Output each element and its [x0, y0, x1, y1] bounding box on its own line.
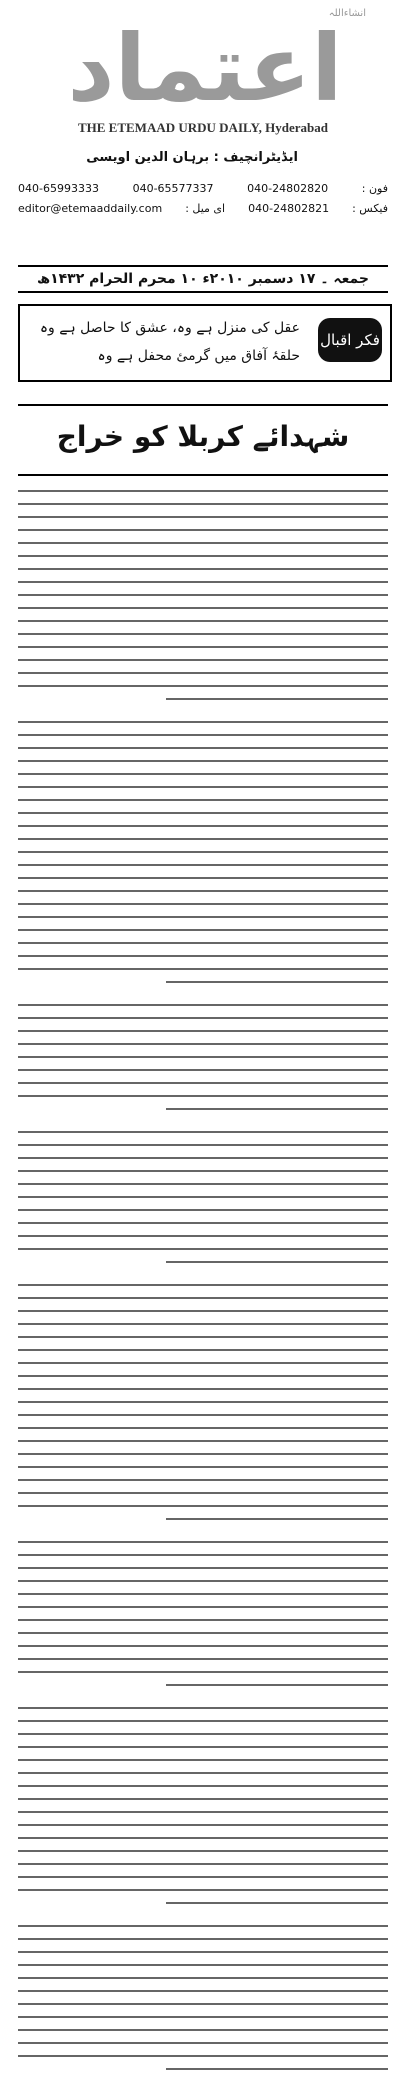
logo-text: اعتماد	[67, 18, 343, 118]
body-text-line	[18, 955, 388, 957]
body-text-line	[18, 1964, 388, 1966]
body-text-line	[18, 1645, 388, 1647]
phone-number-3: 040-65993333	[18, 181, 99, 195]
body-text-line	[18, 1414, 388, 1416]
paragraph-gap	[18, 711, 388, 715]
body-text-line	[18, 1863, 388, 1865]
body-text-line	[18, 659, 388, 661]
article-headline: شہدائے کربلا کو خراج	[56, 420, 350, 453]
body-text-line	[18, 812, 388, 814]
body-text-line	[18, 1541, 388, 1543]
body-text-line	[18, 1658, 388, 1660]
body-text-line	[18, 1632, 388, 1634]
paragraph-gap	[18, 1274, 388, 1278]
phone-number-2: 040-65577337	[132, 181, 214, 195]
body-text-line	[18, 1619, 388, 1621]
body-text-line	[18, 2029, 388, 2031]
quote-line-2: حلقۂ آفاق میں گرمئ محفل ہے وہ	[97, 348, 300, 364]
body-text-line	[18, 1069, 388, 1071]
body-text-line	[166, 2068, 388, 2070]
quote-box	[18, 304, 392, 382]
body-text-line	[18, 1440, 388, 1442]
body-text-line	[18, 1043, 388, 1045]
body-text-line	[18, 516, 388, 518]
body-text-line	[18, 555, 388, 557]
body-text-line	[18, 929, 388, 931]
body-text-line	[18, 877, 388, 879]
body-text-line	[18, 1567, 388, 1569]
body-text-line	[18, 942, 388, 944]
body-text-line	[18, 1388, 388, 1390]
body-text-line	[18, 1310, 388, 1312]
divider-top	[18, 404, 388, 406]
body-text-line	[166, 698, 388, 700]
body-text-line	[18, 1017, 388, 1019]
body-text-line	[166, 981, 388, 983]
body-text-line	[18, 903, 388, 905]
body-text-line	[18, 786, 388, 788]
body-text-line	[18, 864, 388, 866]
body-text-line	[18, 1772, 388, 1774]
body-text-line	[18, 1284, 388, 1286]
body-text-line	[18, 1505, 388, 1507]
body-text-line	[18, 503, 388, 505]
body-text-line	[18, 1990, 388, 1992]
body-text-line	[18, 1951, 388, 1953]
body-text-line	[18, 1824, 388, 1826]
body-text-line	[18, 1297, 388, 1299]
body-text-line	[18, 1671, 388, 1673]
fax-label: : فیکس	[352, 201, 388, 215]
body-text-line	[18, 734, 388, 736]
body-text-line	[18, 916, 388, 918]
body-text-line	[18, 1876, 388, 1878]
body-text-line	[18, 721, 388, 723]
body-text-line	[18, 1235, 388, 1237]
body-text-line	[18, 672, 388, 674]
masthead-tagline: انشاءاللہ	[328, 8, 366, 19]
body-text-line	[18, 568, 388, 570]
contact-phones	[18, 178, 388, 218]
masthead	[0, 0, 406, 150]
body-text-line	[18, 1759, 388, 1761]
body-text-line	[18, 799, 388, 801]
phone-number-1: 040-24802820	[247, 181, 329, 195]
fax-number: 040-24802821	[248, 201, 330, 215]
quote-badge: فکر اقبال	[318, 318, 382, 362]
body-text-line	[18, 1183, 388, 1185]
email-label: : ای میل	[185, 201, 226, 215]
body-text-line	[18, 1466, 388, 1468]
body-text-line	[18, 1004, 388, 1006]
body-text-line	[18, 1056, 388, 1058]
body-text-line	[18, 2042, 388, 2044]
paragraph-gap	[18, 1915, 388, 1919]
body-text-line	[18, 490, 388, 492]
body-text-line	[18, 1925, 388, 1927]
body-text-line	[18, 1131, 388, 1133]
body-text-line	[18, 1606, 388, 1608]
body-text-line	[18, 529, 388, 531]
body-text-line	[18, 1785, 388, 1787]
body-text-line	[18, 851, 388, 853]
body-text-line	[18, 2003, 388, 2005]
body-text-line	[18, 1720, 388, 1722]
body-text-line	[18, 1095, 388, 1097]
body-text-line	[18, 1453, 388, 1455]
body-text-line	[18, 1209, 388, 1211]
body-text-line	[18, 1707, 388, 1709]
body-text-line	[166, 1518, 388, 1520]
divider-bottom	[18, 474, 388, 476]
body-text-line	[18, 1336, 388, 1338]
body-text-line	[18, 1977, 388, 1979]
etemaad-logo	[40, 18, 370, 118]
body-text-line	[18, 968, 388, 970]
body-text-line	[18, 633, 388, 635]
body-text-line	[166, 1261, 388, 1263]
body-text-line	[18, 1349, 388, 1351]
body-text-line	[18, 1222, 388, 1224]
body-text-line	[18, 1082, 388, 1084]
body-text-line	[18, 760, 388, 762]
body-text-line	[18, 1492, 388, 1494]
body-text-line	[18, 1030, 388, 1032]
english-title: THE ETEMAAD URDU DAILY, Hyderabad	[77, 120, 329, 135]
paragraph-gap	[18, 1121, 388, 1125]
body-text-line	[18, 1938, 388, 1940]
body-text-line	[18, 542, 388, 544]
body-text-line	[18, 1157, 388, 1159]
body-text-line	[18, 620, 388, 622]
body-text-line	[166, 1902, 388, 1904]
body-text-line	[18, 773, 388, 775]
body-text-line	[18, 646, 388, 648]
email-address[interactable]: editor@etemaaddaily.com	[18, 201, 163, 215]
body-text-line	[166, 1108, 388, 1110]
body-text-line	[18, 607, 388, 609]
body-text-line	[18, 1580, 388, 1582]
body-text-line	[18, 1401, 388, 1403]
body-text-line	[18, 1248, 388, 1250]
body-text-line	[18, 1837, 388, 1839]
editor-in-chief: ایڈیٹرانچیف : برہان الدین اویسی	[86, 150, 298, 165]
body-text-line	[18, 1362, 388, 1364]
body-text-line	[18, 594, 388, 596]
phone-label: : فون	[361, 181, 388, 195]
body-text-line	[18, 1850, 388, 1852]
body-text-line	[18, 1170, 388, 1172]
body-text-line	[166, 1684, 388, 1686]
article-body	[18, 490, 388, 2020]
body-text-line	[18, 1144, 388, 1146]
body-text-line	[18, 1593, 388, 1595]
body-text-line	[18, 1554, 388, 1556]
body-text-line	[18, 1323, 388, 1325]
body-text-line	[18, 1733, 388, 1735]
body-text-line	[18, 1746, 388, 1748]
body-text-line	[18, 838, 388, 840]
body-text-line	[18, 1479, 388, 1481]
quote-line-1: عقل کی منزل ہے وہ، عشق کا حاصل ہے وہ	[39, 320, 300, 336]
body-text-line	[18, 747, 388, 749]
body-text-line	[18, 685, 388, 687]
body-text-line	[18, 1375, 388, 1377]
paragraph-gap	[18, 994, 388, 998]
paragraph-gap	[18, 1697, 388, 1701]
body-text-line	[18, 1196, 388, 1198]
body-text-line	[18, 825, 388, 827]
body-text-line	[18, 1798, 388, 1800]
body-text-line	[18, 890, 388, 892]
body-text-line	[18, 581, 388, 583]
paragraph-gap	[18, 1531, 388, 1535]
body-text-line	[18, 2016, 388, 2018]
body-text-line	[18, 1427, 388, 1429]
paragraph-gap	[18, 2081, 388, 2085]
body-text-line	[18, 2055, 388, 2057]
date-line: جمعہ ۔ ۱۷ دسمبر ۲۰۱۰ء ۱۰ محرم الحرام ۱۴۳۲ھ	[18, 265, 388, 293]
body-text-line	[18, 1889, 388, 1891]
body-text-line	[18, 1811, 388, 1813]
